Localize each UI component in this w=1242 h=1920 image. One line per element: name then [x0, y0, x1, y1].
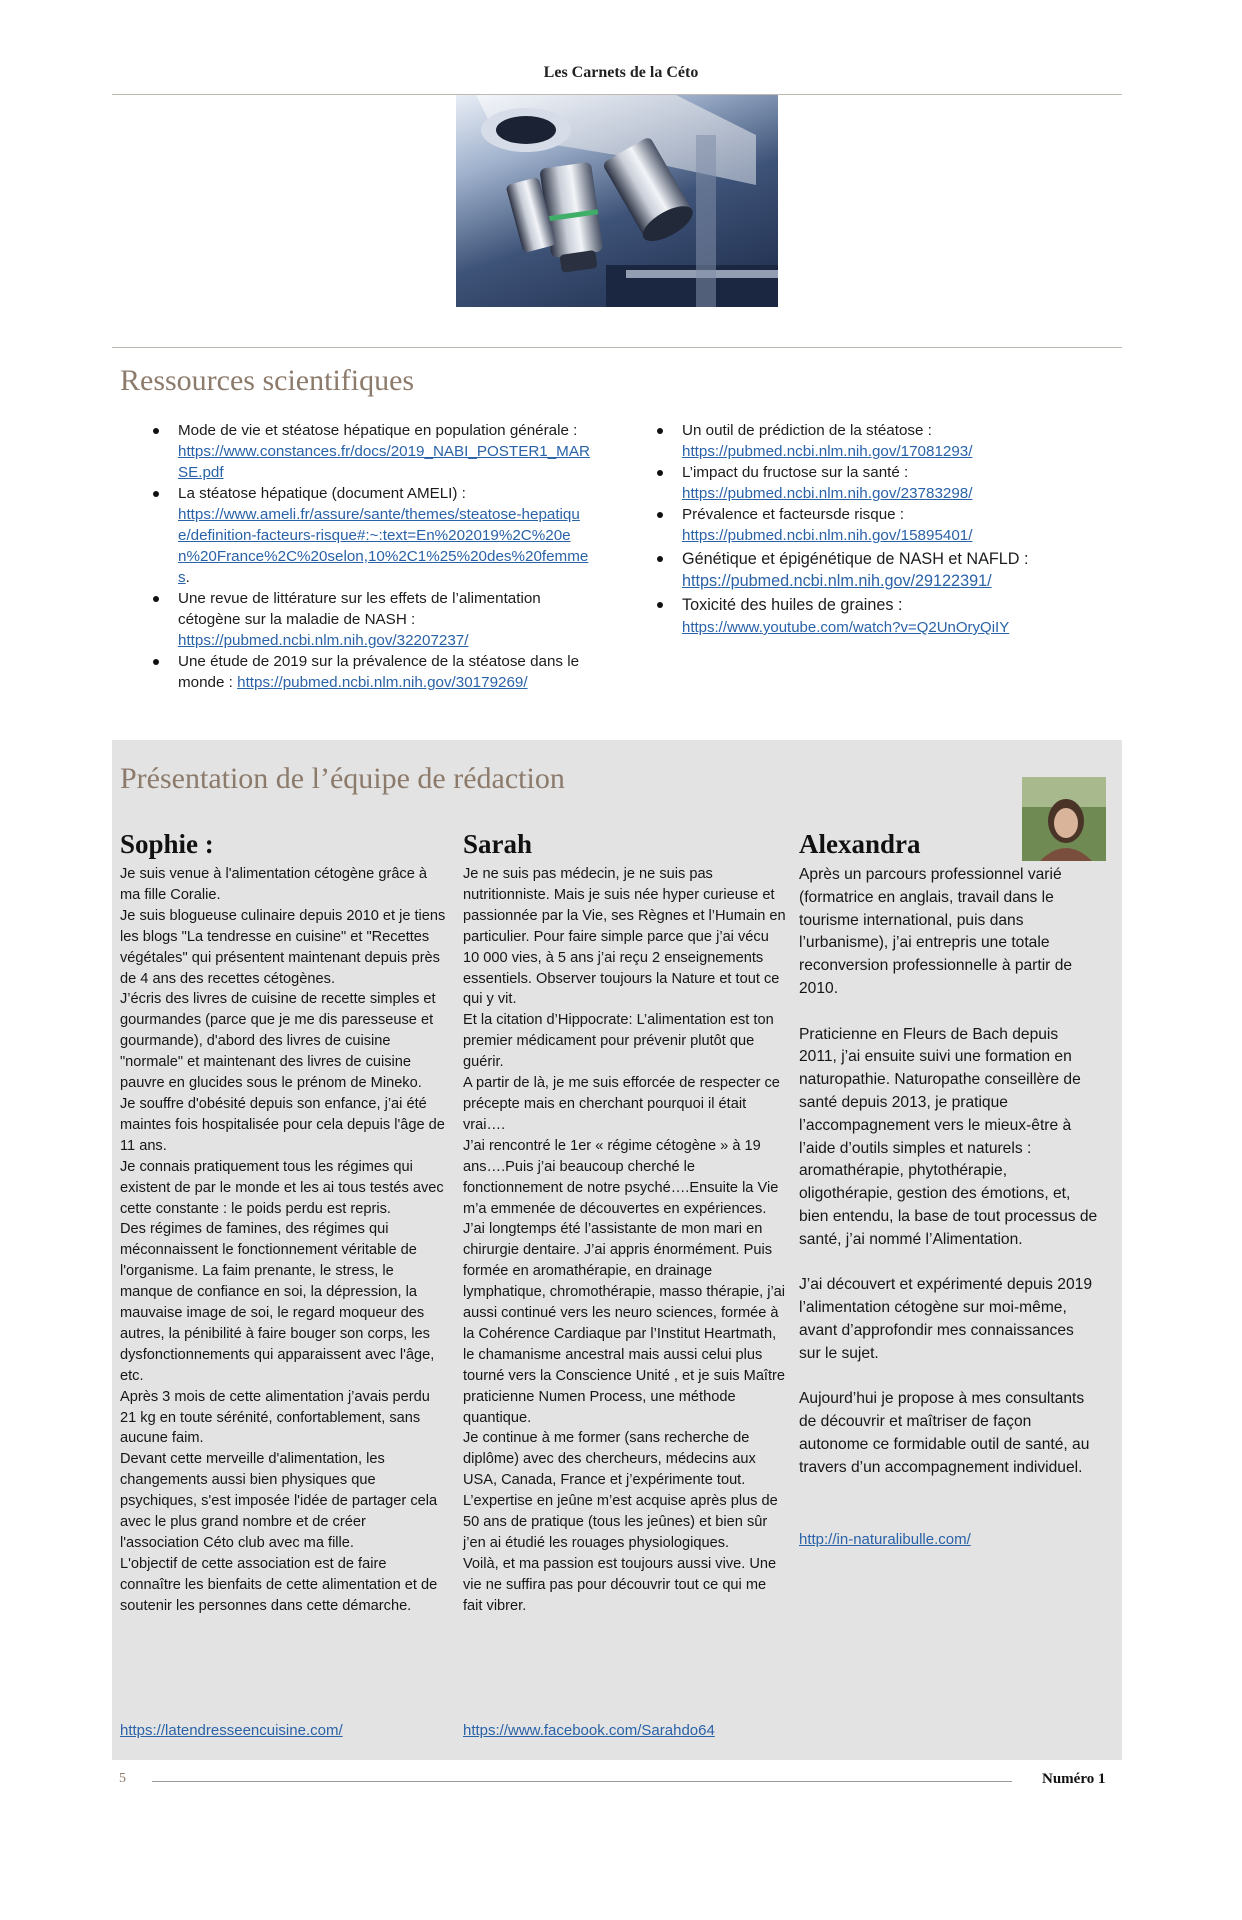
- bio-paragraph: Je connais pratiquement tous les régimes qui existent de par le monde et les ai tous testés avec cette constante : le poids perdu est repris.: [120, 1158, 444, 1217]
- resources-title: Ressources scientifiques: [120, 364, 415, 397]
- list-item: [682, 462, 1092, 504]
- resource-label: Une revue de littérature sur les effets de l’alimentation cétogène sur la maladie de NASH :: [178, 590, 541, 628]
- bio-paragraph: Je souffre d'obésité depuis son enfance, j’ai été maintes fois hospitalisée pour cela depuis l'âge de 11 ans.: [120, 1095, 445, 1154]
- bio-paragraph: L'objectif de cette association est de faire connaître les bienfaits de cette alimentation et de soutenir les personnes dans cette démarche.: [120, 1555, 438, 1614]
- resource-link[interactable]: https://pubmed.ncbi.nlm.nih.gov/23783298/: [682, 485, 973, 502]
- bio-paragraph: Praticienne en Fleurs de Bach depuis 2011, j’ai ensuite suivi une formation en naturopathie. Naturopathe conseillère de santé depuis 2013, je pratique l’accompagnement vers le mieux-être à l’aide d’outils simples et naturels : aromathérapie, phytothérapie, oligothérapie, gestion des émotions, et, bien entendu, la base de tout processus de santé, j’ai nommé l’Alimentation.: [799, 1025, 1098, 1248]
- sophie-website-link[interactable]: https://latendresseencuisine.com/: [120, 1722, 343, 1739]
- list-item: [178, 483, 590, 588]
- bio-paragraph: Devant cette merveille d'alimentation, les changements aussi bien physiques que psychiques, s'est imposée l'idée de partager cela avec le plus grand nombre et de créer l'association Céto club avec ma fille.: [120, 1451, 438, 1551]
- bio-paragraph: Aujourd’hui je propose à mes consultants de découvrir et maîtriser de façon autonome ce formidable outil de santé, au travers d’un accompagnement individuel.: [799, 1390, 1090, 1476]
- resource-link[interactable]: https://www.ameli.fr/assure/sante/themes/steatose-hepatique/definition-facteurs-risque#:~:text=En%202019%2C%20en%20France%2C%20selon,10%2C1%25%20des%20femmes: [178, 506, 589, 586]
- resource-link[interactable]: https://www.constances.fr/docs/2019_NABI_POSTER1_MARSE.pdf: [178, 443, 590, 481]
- footer-divider: [152, 1781, 1012, 1782]
- bio-paragraph: Des régimes de famines, des régimes qui méconnaissent le fonctionnement véritable de l'organisme. La faim prenante, le stress, le manque de confiance en soi, la dépression, la mauvaise image de soi, le regard moqueur des autres, la pénibilité à faire bouger son corps, les dysfonctionnements qui apparaissent avec l'âge, etc.: [120, 1221, 435, 1384]
- resource-link[interactable]: https://pubmed.ncbi.nlm.nih.gov/32207237/: [178, 632, 469, 649]
- list-item: [682, 548, 1092, 592]
- page-header-title: Les Carnets de la Céto: [543, 64, 699, 81]
- member-name-sarah: Sarah: [463, 829, 533, 859]
- page-number: 5: [119, 1771, 126, 1786]
- bio-paragraph: J’ai longtemps été l’assistante de mon mari en chirurgie dentaire. J’ai appris énormément. Puis formée en aromathérapie, en drainage lymphatique, chromothérapie, masso thérapie, j’ai aussi continué vers les neuro sciences, formée à la Cohérence Cardiaque par l’Institut Heartmath, le chamanisme ancestral mais aussi celui plus tourné vers la Conscience Unité , et je suis Maître praticienne Numen Process, une méthode quantique.: [463, 1221, 786, 1426]
- resource-label: Mode de vie et stéatose hépatique en population générale :: [178, 422, 578, 439]
- bio-paragraph: Je ne suis pas médecin, je ne suis pas nutritionniste. Mais je suis née hyper curieuse et passionnée par la Vie, ses Règnes et l’Humain en particulier. Pour faire simple parce que j’ai vécu 10 000 vies, à 5 ans j’ai reçu 2 enseignements essentiels. Observer toujours la Nature et tout ce qui y vit.: [463, 866, 786, 1008]
- resource-link[interactable]: https://pubmed.ncbi.nlm.nih.gov/29122391/: [682, 572, 992, 590]
- sarah-facebook-link[interactable]: https://www.facebook.com/Sarahdo64: [463, 1722, 715, 1739]
- bio-paragraph: Je continue à me former (sans recherche de diplôme) avec des chercheurs, médecins aux USA, Canada, France et j’expérimente tout.: [463, 1430, 756, 1489]
- resource-label: Prévalence et facteursde risque :: [682, 506, 905, 523]
- resource-link[interactable]: https://pubmed.ncbi.nlm.nih.gov/15895401/: [682, 527, 973, 544]
- resource-label: Toxicité des huiles de graines :: [682, 596, 903, 614]
- bio-paragraph: Après un parcours professionnel varié (formatrice en anglais, travail dans le tourisme international, puis dans l’urbanisme), j’ai entrepris une totale reconversion professionnelle à partir de 2010.: [799, 866, 1073, 997]
- list-item: [682, 504, 1092, 546]
- list-item: [682, 420, 1092, 462]
- resource-link[interactable]: https://www.youtube.com/watch?v=Q2UnOryQiIY: [682, 619, 1010, 636]
- bio-paragraph: J’ai rencontré le 1er « régime cétogène » à 19 ans….Puis j’ai beaucoup cherché le fonctionnement de notre psyché….Ensuite la Vie m’a emmenée de découvertes en expériences.: [463, 1137, 779, 1217]
- member-bio-sophie: [120, 864, 446, 1617]
- resource-link[interactable]: https://pubmed.ncbi.nlm.nih.gov/17081293/: [682, 443, 973, 460]
- alexandra-website-link[interactable]: http://in-naturalibulle.com/: [799, 1531, 971, 1548]
- resource-label: La stéatose hépatique (document AMELI) :: [178, 485, 466, 502]
- bio-paragraph: Voilà, et ma passion est toujours aussi vive. Une vie ne suffira pas pour découvrir tout ce qui me fait vibrer.: [463, 1555, 777, 1614]
- list-item: [178, 420, 590, 483]
- list-item: [682, 594, 1092, 639]
- member-name-sophie: Sophie :: [120, 829, 214, 859]
- bio-paragraph: L’expertise en jeûne m’est acquise après plus de 50 ans de pratique (tous les jeûnes) et bien sûr j’en ai étudié les rouages physiologiques.: [463, 1493, 778, 1551]
- resource-link[interactable]: https://pubmed.ncbi.nlm.nih.gov/30179269/: [237, 674, 528, 691]
- bio-paragraph: J’écris des livres de cuisine de recette simples et gourmandes (parce que je me dis paresseuse et gourmande), d'abord des livres de cuisine "normale" et maintenant des livres de cuisine pauvre en glucides sous le prénom de Mineko.: [120, 991, 436, 1092]
- list-item: [178, 588, 590, 651]
- resources-left-list: [148, 420, 590, 693]
- microscope-image: [456, 95, 778, 307]
- resource-label: L’impact du fructose sur la santé :: [682, 464, 909, 481]
- member-bio-alexandra: [799, 864, 1099, 1502]
- resource-label: Une étude de 2019 sur la prévalence de la stéatose dans le monde :: [178, 653, 580, 691]
- resource-suffix: .: [185, 569, 190, 586]
- team-title: Présentation de l’équipe de rédaction: [120, 762, 565, 795]
- avatar: [1022, 777, 1106, 861]
- list-item: [178, 651, 590, 693]
- bio-paragraph: Je suis blogueuse culinaire depuis 2010 et je tiens les blogs "La tendresse en cuisine" et "Recettes végétales" qui présentent maintenant depuis près de 4 ans des recettes cétogènes.: [120, 907, 446, 987]
- bio-paragraph: J’ai découvert et expérimenté depuis 2019 l’alimentation cétogène sur moi-même, avant d’approfondir mes connaissances sur le sujet.: [799, 1276, 1092, 1362]
- resources-right-list: [652, 420, 1092, 639]
- section-divider: [112, 347, 1122, 348]
- issue-number: Numéro 1: [1042, 1771, 1106, 1787]
- member-bio-sarah: [463, 864, 789, 1617]
- member-name-alexandra: Alexandra: [799, 829, 921, 859]
- bio-paragraph: A partir de là, je me suis efforcée de respecter ce précepte mais en cherchant pourquoi il était vrai….: [463, 1075, 780, 1133]
- resource-label: Un outil de prédiction de la stéatose :: [682, 422, 932, 439]
- bio-paragraph: Et la citation d’Hippocrate: L’alimentation est ton premier médicament pour prévenir plutôt que guérir.: [463, 1012, 774, 1071]
- bio-paragraph: Je suis venue à l'alimentation cétogène grâce à ma fille Coralie.: [120, 866, 428, 903]
- resource-label: Génétique et épigénétique de NASH et NAFLD :: [682, 550, 1029, 568]
- bio-paragraph: Après 3 mois de cette alimentation j’avais perdu 21 kg en toute sérénité, confortablement, sans aucune faim.: [120, 1388, 430, 1447]
